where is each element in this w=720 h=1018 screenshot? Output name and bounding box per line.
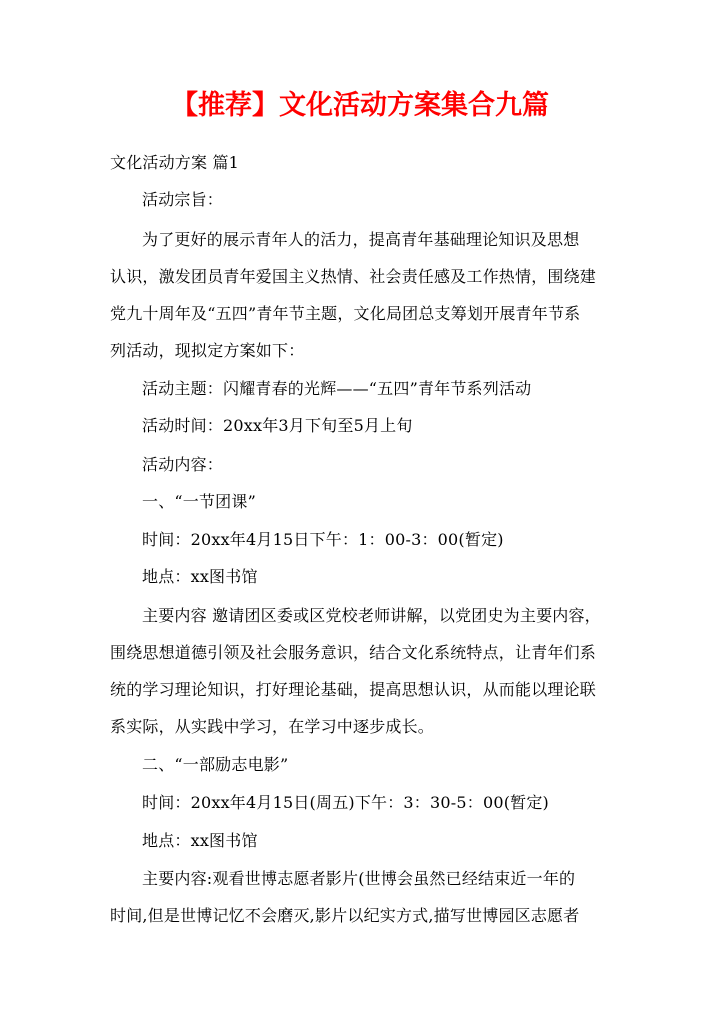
document-title: 【推荐】文化活动方案集合九篇: [171, 90, 549, 121]
paragraph-line: 围绕思想道德引领及社会服务意识，结合文化系统特点，让青年们系: [110, 643, 597, 662]
paragraph-line: 一、“一节团课”: [142, 492, 256, 511]
paragraph-line: 活动时间：20xx年3月下旬至5月上旬: [142, 416, 413, 435]
paragraph-line: 党九十周年及“五四”青年节主题，文化局团总支筹划开展青年节系: [110, 304, 581, 323]
paragraph-line: 活动内容：: [142, 455, 224, 474]
paragraph-line: 地点：xx图书馆: [142, 831, 258, 850]
paragraph-line: 为了更好的展示青年人的活力，提高青年基础理论知识及思想: [142, 230, 580, 249]
paragraph-line: 列活动，现拟定方案如下：: [110, 341, 305, 360]
paragraph-line: 主要内容 邀请团区委或区党校老师讲解，以党团史为主要内容，: [142, 606, 601, 625]
paragraph-line: 主要内容:观看世博志愿者影片(世博会虽然已经结束近一年的: [142, 869, 576, 888]
paragraph-line: 活动主题：闪耀青春的光辉——“五四”青年节系列活动: [142, 379, 532, 398]
paragraph-line: 时间：20xx年4月15日下午：1：00-3：00(暂定): [142, 530, 504, 549]
paragraph-line: 认识，激发团员青年爱国主义热情、社会责任感及工作热情，围绕建: [110, 267, 597, 286]
paragraph-line: 系实际，从实践中学习，在学习中逐步成长。: [110, 717, 435, 736]
paragraph-line: 活动宗旨：: [142, 190, 224, 209]
section-heading: 文化活动方案 篇1: [110, 153, 240, 172]
paragraph-line: 时间,但是世博记忆不会磨灭,影片以纪实方式,描写世博园区志愿者: [110, 906, 580, 925]
paragraph-line: 地点：xx图书馆: [142, 567, 258, 586]
paragraph-line: 统的学习理论知识，打好理论基础，提高思想认识，从而能以理论联: [110, 680, 597, 699]
paragraph-line: 时间：20xx年4月15日(周五)下午：3：30-5：00(暂定): [142, 793, 549, 812]
paragraph-line: 二、“一部励志电影”: [142, 755, 289, 774]
